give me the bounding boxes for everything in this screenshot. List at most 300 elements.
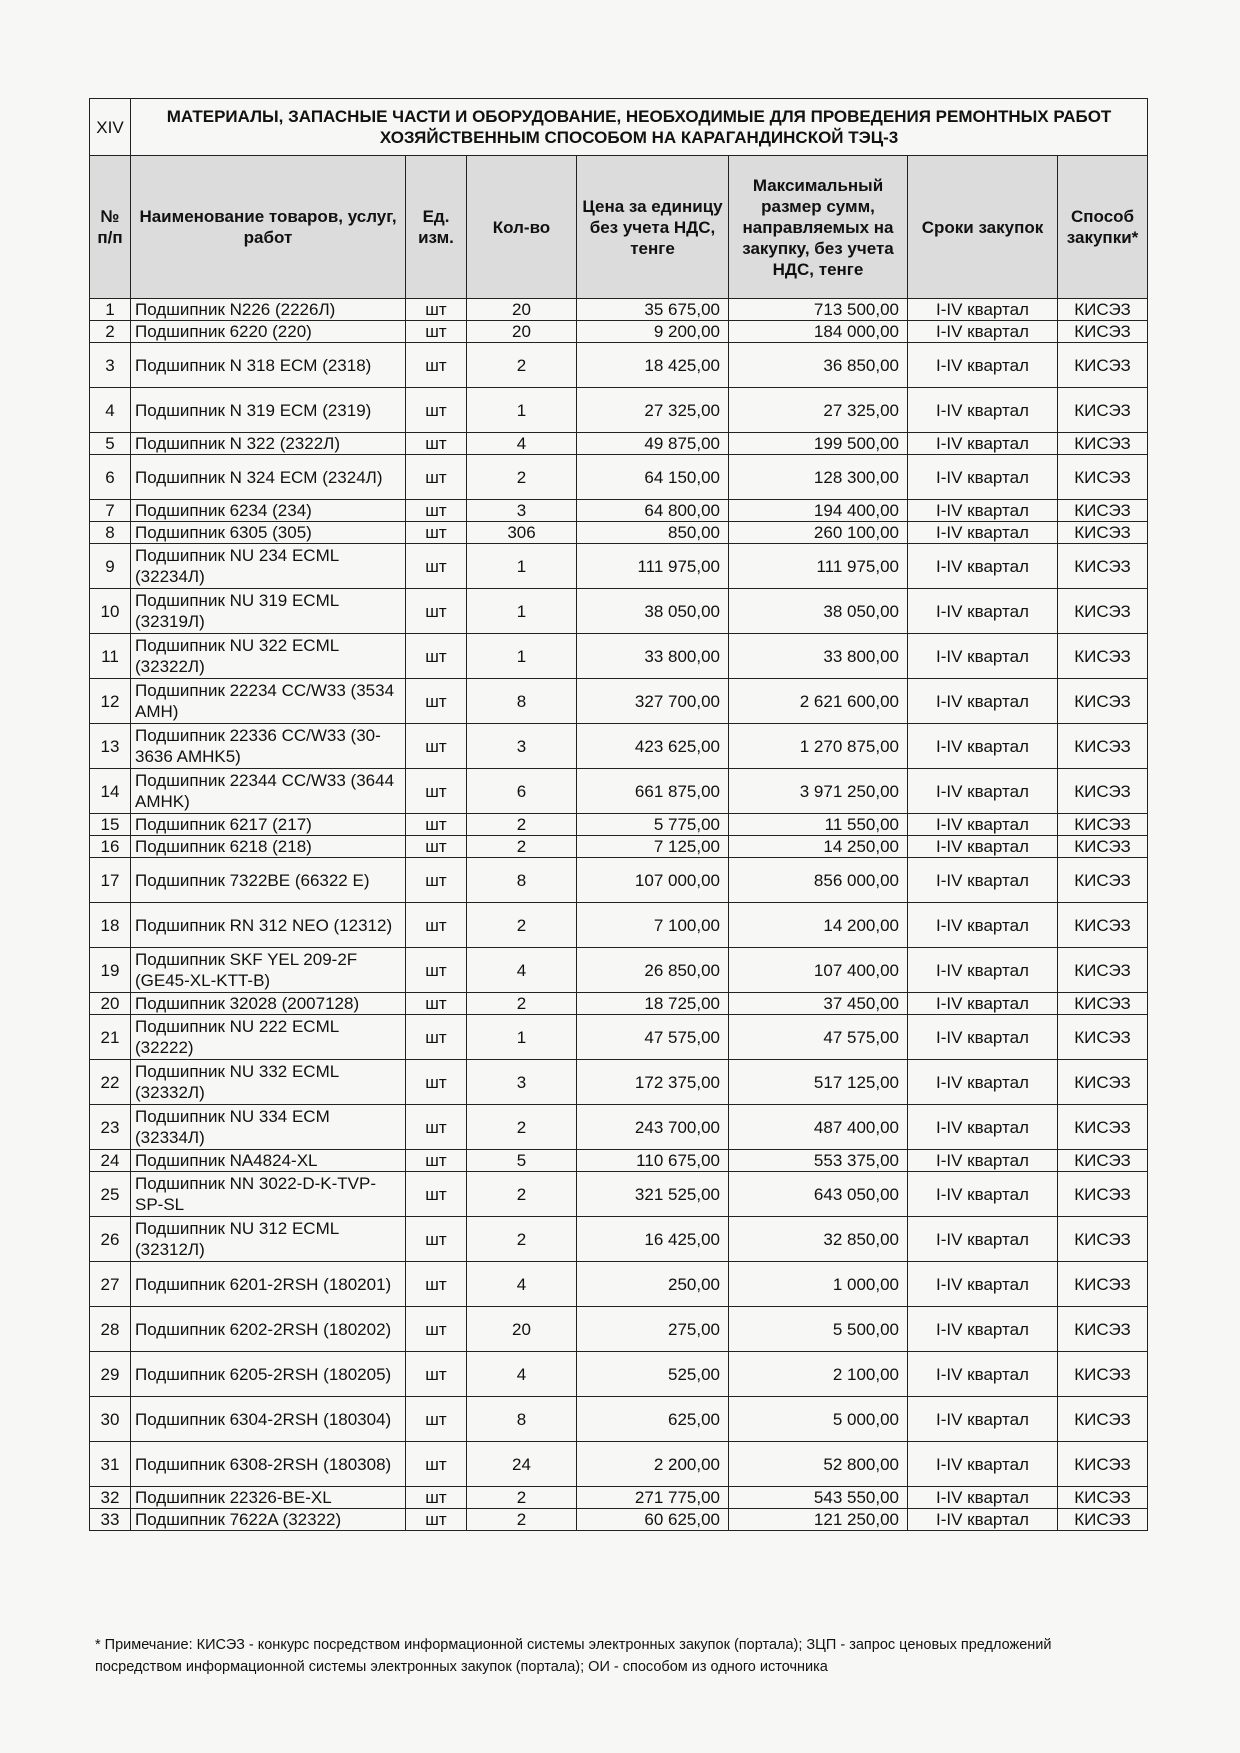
- row-number: 10: [90, 589, 131, 634]
- unit: шт: [406, 1262, 467, 1307]
- unit: шт: [406, 1172, 467, 1217]
- unit: шт: [406, 1509, 467, 1531]
- unit: шт: [406, 299, 467, 321]
- procurement-term: I-IV квартал: [908, 1217, 1058, 1262]
- procurement-method: КИСЭЗ: [1058, 1172, 1148, 1217]
- max-total: 47 575,00: [729, 1015, 908, 1060]
- max-total: 2 621 600,00: [729, 679, 908, 724]
- table-row: [90, 814, 1148, 836]
- unit-price: 850,00: [577, 522, 729, 544]
- procurement-method: КИСЭЗ: [1058, 836, 1148, 858]
- unit-price: 172 375,00: [577, 1060, 729, 1105]
- quantity: 20: [467, 299, 577, 321]
- unit: шт: [406, 500, 467, 522]
- section-title: МАТЕРИАЛЫ, ЗАПАСНЫЕ ЧАСТИ И ОБОРУДОВАНИЕ, НЕОБХОДИМЫЕ ДЛЯ ПРОВЕДЕНИЯ РЕМОНТНЫХ РАБОТ ХОЗЯЙСТВЕННЫМ СПОСОБОМ НА КАРАГАНДИНСКОЙ ТЭЦ-3: [131, 99, 1148, 156]
- procurement-method: КИСЭЗ: [1058, 1442, 1148, 1487]
- item-name: Подшипник 6201-2RSH (180201): [131, 1262, 406, 1307]
- item-name: Подшипник 6305 (305): [131, 522, 406, 544]
- quantity: 2: [467, 903, 577, 948]
- row-number: 28: [90, 1307, 131, 1352]
- unit: шт: [406, 993, 467, 1015]
- table-row: [90, 724, 1148, 769]
- procurement-term: I-IV квартал: [908, 1172, 1058, 1217]
- item-name: Подшипник 32028 (2007128): [131, 993, 406, 1015]
- procurement-method: КИСЭЗ: [1058, 299, 1148, 321]
- item-name: Подшипник NU 319 ECML (32319Л): [131, 589, 406, 634]
- quantity: 1: [467, 388, 577, 433]
- quantity: 24: [467, 1442, 577, 1487]
- quantity: 306: [467, 522, 577, 544]
- procurement-method: КИСЭЗ: [1058, 1487, 1148, 1509]
- row-number: 12: [90, 679, 131, 724]
- max-total: 52 800,00: [729, 1442, 908, 1487]
- item-name: Подшипник 6220 (220): [131, 321, 406, 343]
- table-row: [90, 1397, 1148, 1442]
- item-name: Подшипник 22326-BE-XL: [131, 1487, 406, 1509]
- quantity: 4: [467, 1262, 577, 1307]
- unit: шт: [406, 1217, 467, 1262]
- item-name: Подшипник 7622A (32322): [131, 1509, 406, 1531]
- max-total: 33 800,00: [729, 634, 908, 679]
- table-row: [90, 1262, 1148, 1307]
- unit: шт: [406, 1150, 467, 1172]
- row-number: 21: [90, 1015, 131, 1060]
- unit: шт: [406, 724, 467, 769]
- unit: шт: [406, 836, 467, 858]
- max-total: 856 000,00: [729, 858, 908, 903]
- procurement-method: КИСЭЗ: [1058, 634, 1148, 679]
- quantity: 2: [467, 1509, 577, 1531]
- row-number: 9: [90, 544, 131, 589]
- table-row: [90, 1172, 1148, 1217]
- procurement-method: КИСЭЗ: [1058, 1352, 1148, 1397]
- item-name: Подшипник 6205-2RSH (180205): [131, 1352, 406, 1397]
- unit-price: 7 125,00: [577, 836, 729, 858]
- table-row: [90, 1307, 1148, 1352]
- unit: шт: [406, 1352, 467, 1397]
- row-number: 25: [90, 1172, 131, 1217]
- quantity: 4: [467, 1352, 577, 1397]
- unit-price: 327 700,00: [577, 679, 729, 724]
- unit: шт: [406, 433, 467, 455]
- procurement-method: КИСЭЗ: [1058, 948, 1148, 993]
- row-number: 1: [90, 299, 131, 321]
- unit-price: 423 625,00: [577, 724, 729, 769]
- procurement-term: I-IV квартал: [908, 1442, 1058, 1487]
- unit: шт: [406, 1015, 467, 1060]
- unit: шт: [406, 814, 467, 836]
- quantity: 1: [467, 544, 577, 589]
- procurement-term: I-IV квартал: [908, 388, 1058, 433]
- table-row: [90, 544, 1148, 589]
- quantity: 2: [467, 343, 577, 388]
- row-number: 2: [90, 321, 131, 343]
- table-row: [90, 948, 1148, 993]
- max-total: 37 450,00: [729, 993, 908, 1015]
- table-row: [90, 455, 1148, 500]
- max-total: 487 400,00: [729, 1105, 908, 1150]
- procurement-term: I-IV квартал: [908, 1015, 1058, 1060]
- item-name: Подшипник 22336 CC/W33 (30-3636 AMHK5): [131, 724, 406, 769]
- procurement-term: I-IV квартал: [908, 455, 1058, 500]
- max-total: 14 250,00: [729, 836, 908, 858]
- col-header-term: Сроки закупок: [908, 156, 1058, 299]
- procurement-method: КИСЭЗ: [1058, 1509, 1148, 1531]
- row-number: 4: [90, 388, 131, 433]
- row-number: 22: [90, 1060, 131, 1105]
- procurement-term: I-IV квартал: [908, 433, 1058, 455]
- col-header-number: № п/п: [90, 156, 131, 299]
- row-number: 17: [90, 858, 131, 903]
- max-total: 517 125,00: [729, 1060, 908, 1105]
- col-header-name: Наименование товаров, услуг, работ: [131, 156, 406, 299]
- max-total: 194 400,00: [729, 500, 908, 522]
- procurement-method: КИСЭЗ: [1058, 544, 1148, 589]
- unit-price: 18 725,00: [577, 993, 729, 1015]
- unit: шт: [406, 903, 467, 948]
- unit-price: 271 775,00: [577, 1487, 729, 1509]
- unit: шт: [406, 522, 467, 544]
- procurement-method: КИСЭЗ: [1058, 589, 1148, 634]
- row-number: 13: [90, 724, 131, 769]
- quantity: 6: [467, 769, 577, 814]
- procurement-term: I-IV квартал: [908, 1509, 1058, 1531]
- quantity: 2: [467, 455, 577, 500]
- unit: шт: [406, 679, 467, 724]
- max-total: 643 050,00: [729, 1172, 908, 1217]
- row-number: 23: [90, 1105, 131, 1150]
- item-name: Подшипник NU 222 ECML (32222): [131, 1015, 406, 1060]
- row-number: 32: [90, 1487, 131, 1509]
- procurement-term: I-IV квартал: [908, 724, 1058, 769]
- item-name: Подшипник NA4824-XL: [131, 1150, 406, 1172]
- unit-price: 35 675,00: [577, 299, 729, 321]
- max-total: 121 250,00: [729, 1509, 908, 1531]
- row-number: 8: [90, 522, 131, 544]
- unit: шт: [406, 948, 467, 993]
- row-number: 5: [90, 433, 131, 455]
- table-row: [90, 993, 1148, 1015]
- item-name: Подшипник N 322 (2322Л): [131, 433, 406, 455]
- table-row: [90, 500, 1148, 522]
- unit-price: 33 800,00: [577, 634, 729, 679]
- max-total: 2 100,00: [729, 1352, 908, 1397]
- unit-price: 5 775,00: [577, 814, 729, 836]
- table-row: [90, 858, 1148, 903]
- quantity: 3: [467, 724, 577, 769]
- max-total: 14 200,00: [729, 903, 908, 948]
- unit: шт: [406, 1105, 467, 1150]
- unit: шт: [406, 1397, 467, 1442]
- max-total: 1 000,00: [729, 1262, 908, 1307]
- item-name: Подшипник N 319 ECM (2319): [131, 388, 406, 433]
- unit-price: 661 875,00: [577, 769, 729, 814]
- unit-price: 321 525,00: [577, 1172, 729, 1217]
- procurement-term: I-IV квартал: [908, 522, 1058, 544]
- section-number: XIV: [90, 99, 131, 156]
- row-number: 6: [90, 455, 131, 500]
- row-number: 30: [90, 1397, 131, 1442]
- row-number: 31: [90, 1442, 131, 1487]
- quantity: 1: [467, 589, 577, 634]
- item-name: Подшипник 7322BE (66322 E): [131, 858, 406, 903]
- item-name: Подшипник 22234 CC/W33 (3534 AMH): [131, 679, 406, 724]
- row-number: 29: [90, 1352, 131, 1397]
- row-number: 18: [90, 903, 131, 948]
- procurement-term: I-IV квартал: [908, 903, 1058, 948]
- procurement-method: КИСЭЗ: [1058, 455, 1148, 500]
- procurement-table: [89, 98, 1148, 1531]
- procurement-term: I-IV квартал: [908, 679, 1058, 724]
- item-name: Подшипник SKF YEL 209-2F (GE45-XL-KTT-B): [131, 948, 406, 993]
- procurement-term: I-IV квартал: [908, 1105, 1058, 1150]
- quantity: 2: [467, 993, 577, 1015]
- procurement-method: КИСЭЗ: [1058, 814, 1148, 836]
- quantity: 1: [467, 1015, 577, 1060]
- quantity: 8: [467, 858, 577, 903]
- unit-price: 47 575,00: [577, 1015, 729, 1060]
- procurement-method: КИСЭЗ: [1058, 1150, 1148, 1172]
- quantity: 5: [467, 1150, 577, 1172]
- procurement-term: I-IV квартал: [908, 1060, 1058, 1105]
- procurement-method: КИСЭЗ: [1058, 321, 1148, 343]
- table-row: [90, 769, 1148, 814]
- section-title-row: [90, 99, 1148, 156]
- item-name: Подшипник N226 (2226Л): [131, 299, 406, 321]
- item-name: Подшипник 6234 (234): [131, 500, 406, 522]
- unit-price: 27 325,00: [577, 388, 729, 433]
- quantity: 2: [467, 1105, 577, 1150]
- quantity: 2: [467, 1487, 577, 1509]
- procurement-term: I-IV квартал: [908, 948, 1058, 993]
- col-header-unit: Ед. изм.: [406, 156, 467, 299]
- unit-price: 18 425,00: [577, 343, 729, 388]
- procurement-term: I-IV квартал: [908, 769, 1058, 814]
- unit: шт: [406, 544, 467, 589]
- unit-price: 243 700,00: [577, 1105, 729, 1150]
- unit-price: 16 425,00: [577, 1217, 729, 1262]
- quantity: 8: [467, 1397, 577, 1442]
- row-number: 24: [90, 1150, 131, 1172]
- unit-price: 7 100,00: [577, 903, 729, 948]
- quantity: 2: [467, 814, 577, 836]
- max-total: 184 000,00: [729, 321, 908, 343]
- table-row: [90, 589, 1148, 634]
- unit: шт: [406, 388, 467, 433]
- row-number: 26: [90, 1217, 131, 1262]
- item-name: Подшипник 6308-2RSH (180308): [131, 1442, 406, 1487]
- unit: шт: [406, 1442, 467, 1487]
- procurement-method: КИСЭЗ: [1058, 433, 1148, 455]
- item-name: Подшипник 6304-2RSH (180304): [131, 1397, 406, 1442]
- item-name: Подшипник NU 332 ECML (32332Л): [131, 1060, 406, 1105]
- procurement-method: КИСЭЗ: [1058, 679, 1148, 724]
- procurement-method: КИСЭЗ: [1058, 1307, 1148, 1352]
- max-total: 260 100,00: [729, 522, 908, 544]
- table-row: [90, 522, 1148, 544]
- table-row: [90, 1015, 1148, 1060]
- table-row: [90, 321, 1148, 343]
- col-header-price: Цена за единицу без учета НДС, тенге: [577, 156, 729, 299]
- unit-price: 64 150,00: [577, 455, 729, 500]
- procurement-term: I-IV квартал: [908, 299, 1058, 321]
- item-name: Подшипник NU 322 ECML (32322Л): [131, 634, 406, 679]
- unit-price: 111 975,00: [577, 544, 729, 589]
- table-row: [90, 388, 1148, 433]
- max-total: 543 550,00: [729, 1487, 908, 1509]
- item-name: Подшипник 6218 (218): [131, 836, 406, 858]
- procurement-term: I-IV квартал: [908, 544, 1058, 589]
- max-total: 38 050,00: [729, 589, 908, 634]
- max-total: 3 971 250,00: [729, 769, 908, 814]
- procurement-method: КИСЭЗ: [1058, 343, 1148, 388]
- procurement-term: I-IV квартал: [908, 500, 1058, 522]
- max-total: 107 400,00: [729, 948, 908, 993]
- procurement-term: I-IV квартал: [908, 589, 1058, 634]
- quantity: 8: [467, 679, 577, 724]
- footnote: * Примечание: КИСЭЗ - конкурс посредством информационной системы электронных закупок (портала); ЗЦП - запрос ценовых предложений посредством информационной системы электронных закупок (портала); ОИ - способом из одного источника: [95, 1637, 1052, 1675]
- procurement-method: КИСЭЗ: [1058, 724, 1148, 769]
- procurement-method: КИСЭЗ: [1058, 522, 1148, 544]
- procurement-method: КИСЭЗ: [1058, 1060, 1148, 1105]
- col-header-qty: Кол-во: [467, 156, 577, 299]
- table-row: [90, 836, 1148, 858]
- item-name: Подшипник RN 312 NEO (12312): [131, 903, 406, 948]
- quantity: 2: [467, 836, 577, 858]
- max-total: 553 375,00: [729, 1150, 908, 1172]
- max-total: 199 500,00: [729, 433, 908, 455]
- procurement-term: I-IV квартал: [908, 1307, 1058, 1352]
- quantity: 20: [467, 321, 577, 343]
- table-row: [90, 1487, 1148, 1509]
- row-number: 16: [90, 836, 131, 858]
- item-name: Подшипник NU 334 ECM (32334Л): [131, 1105, 406, 1150]
- procurement-term: I-IV квартал: [908, 1352, 1058, 1397]
- header-row: [90, 156, 1148, 299]
- item-name: Подшипник N 318 ECM (2318): [131, 343, 406, 388]
- unit: шт: [406, 769, 467, 814]
- unit-price: 250,00: [577, 1262, 729, 1307]
- row-number: 27: [90, 1262, 131, 1307]
- item-name: Подшипник NU 312 ECML (32312Л): [131, 1217, 406, 1262]
- procurement-term: I-IV квартал: [908, 814, 1058, 836]
- unit: шт: [406, 1307, 467, 1352]
- procurement-term: I-IV квартал: [908, 1150, 1058, 1172]
- col-header-method: Способ закупки*: [1058, 156, 1148, 299]
- unit-price: 110 675,00: [577, 1150, 729, 1172]
- max-total: 36 850,00: [729, 343, 908, 388]
- unit-price: 107 000,00: [577, 858, 729, 903]
- table-row: [90, 433, 1148, 455]
- item-name: Подшипник NU 234 ECML (32234Л): [131, 544, 406, 589]
- unit-price: 49 875,00: [577, 433, 729, 455]
- quantity: 4: [467, 433, 577, 455]
- unit-price: 38 050,00: [577, 589, 729, 634]
- table-row: [90, 1442, 1148, 1487]
- unit: шт: [406, 589, 467, 634]
- table-row: [90, 1150, 1148, 1172]
- row-number: 33: [90, 1509, 131, 1531]
- table-row: [90, 903, 1148, 948]
- unit-price: 2 200,00: [577, 1442, 729, 1487]
- table-row: [90, 1060, 1148, 1105]
- quantity: 1: [467, 634, 577, 679]
- max-total: 27 325,00: [729, 388, 908, 433]
- table-row: [90, 343, 1148, 388]
- row-number: 20: [90, 993, 131, 1015]
- procurement-term: I-IV квартал: [908, 1262, 1058, 1307]
- quantity: 3: [467, 1060, 577, 1105]
- procurement-method: КИСЭЗ: [1058, 903, 1148, 948]
- row-number: 11: [90, 634, 131, 679]
- unit-price: 525,00: [577, 1352, 729, 1397]
- max-total: 128 300,00: [729, 455, 908, 500]
- unit: шт: [406, 634, 467, 679]
- procurement-method: КИСЭЗ: [1058, 1015, 1148, 1060]
- max-total: 11 550,00: [729, 814, 908, 836]
- unit-price: 625,00: [577, 1397, 729, 1442]
- procurement-method: КИСЭЗ: [1058, 1397, 1148, 1442]
- max-total: 5 000,00: [729, 1397, 908, 1442]
- quantity: 20: [467, 1307, 577, 1352]
- procurement-method: КИСЭЗ: [1058, 993, 1148, 1015]
- unit-price: 275,00: [577, 1307, 729, 1352]
- item-name: Подшипник NN 3022-D-K-TVP-SP-SL: [131, 1172, 406, 1217]
- table-row: [90, 299, 1148, 321]
- row-number: 15: [90, 814, 131, 836]
- unit: шт: [406, 321, 467, 343]
- procurement-term: I-IV квартал: [908, 1397, 1058, 1442]
- procurement-term: I-IV квартал: [908, 858, 1058, 903]
- row-number: 19: [90, 948, 131, 993]
- unit-price: 64 800,00: [577, 500, 729, 522]
- max-total: 32 850,00: [729, 1217, 908, 1262]
- item-name: Подшипник 22344 CC/W33 (3644 AMHK): [131, 769, 406, 814]
- procurement-method: КИСЭЗ: [1058, 1217, 1148, 1262]
- unit: шт: [406, 1060, 467, 1105]
- row-number: 14: [90, 769, 131, 814]
- unit: шт: [406, 343, 467, 388]
- procurement-term: I-IV квартал: [908, 321, 1058, 343]
- quantity: 2: [467, 1172, 577, 1217]
- unit: шт: [406, 858, 467, 903]
- procurement-term: I-IV квартал: [908, 836, 1058, 858]
- quantity: 3: [467, 500, 577, 522]
- row-number: 7: [90, 500, 131, 522]
- table-row: [90, 1509, 1148, 1531]
- item-name: Подшипник 6202-2RSH (180202): [131, 1307, 406, 1352]
- procurement-method: КИСЭЗ: [1058, 1105, 1148, 1150]
- procurement-method: КИСЭЗ: [1058, 500, 1148, 522]
- procurement-term: I-IV квартал: [908, 343, 1058, 388]
- item-name: Подшипник N 324 ECM (2324Л): [131, 455, 406, 500]
- max-total: 713 500,00: [729, 299, 908, 321]
- col-header-total: Максимальный размер сумм, направляемых на закупку, без учета НДС, тенге: [729, 156, 908, 299]
- unit-price: 60 625,00: [577, 1509, 729, 1531]
- max-total: 5 500,00: [729, 1307, 908, 1352]
- table-row: [90, 679, 1148, 724]
- table-row: [90, 634, 1148, 679]
- quantity: 4: [467, 948, 577, 993]
- unit: шт: [406, 1487, 467, 1509]
- item-name: Подшипник 6217 (217): [131, 814, 406, 836]
- procurement-method: КИСЭЗ: [1058, 388, 1148, 433]
- quantity: 2: [467, 1217, 577, 1262]
- table-row: [90, 1217, 1148, 1262]
- procurement-method: КИСЭЗ: [1058, 1262, 1148, 1307]
- row-number: 3: [90, 343, 131, 388]
- table-body: [90, 299, 1148, 1531]
